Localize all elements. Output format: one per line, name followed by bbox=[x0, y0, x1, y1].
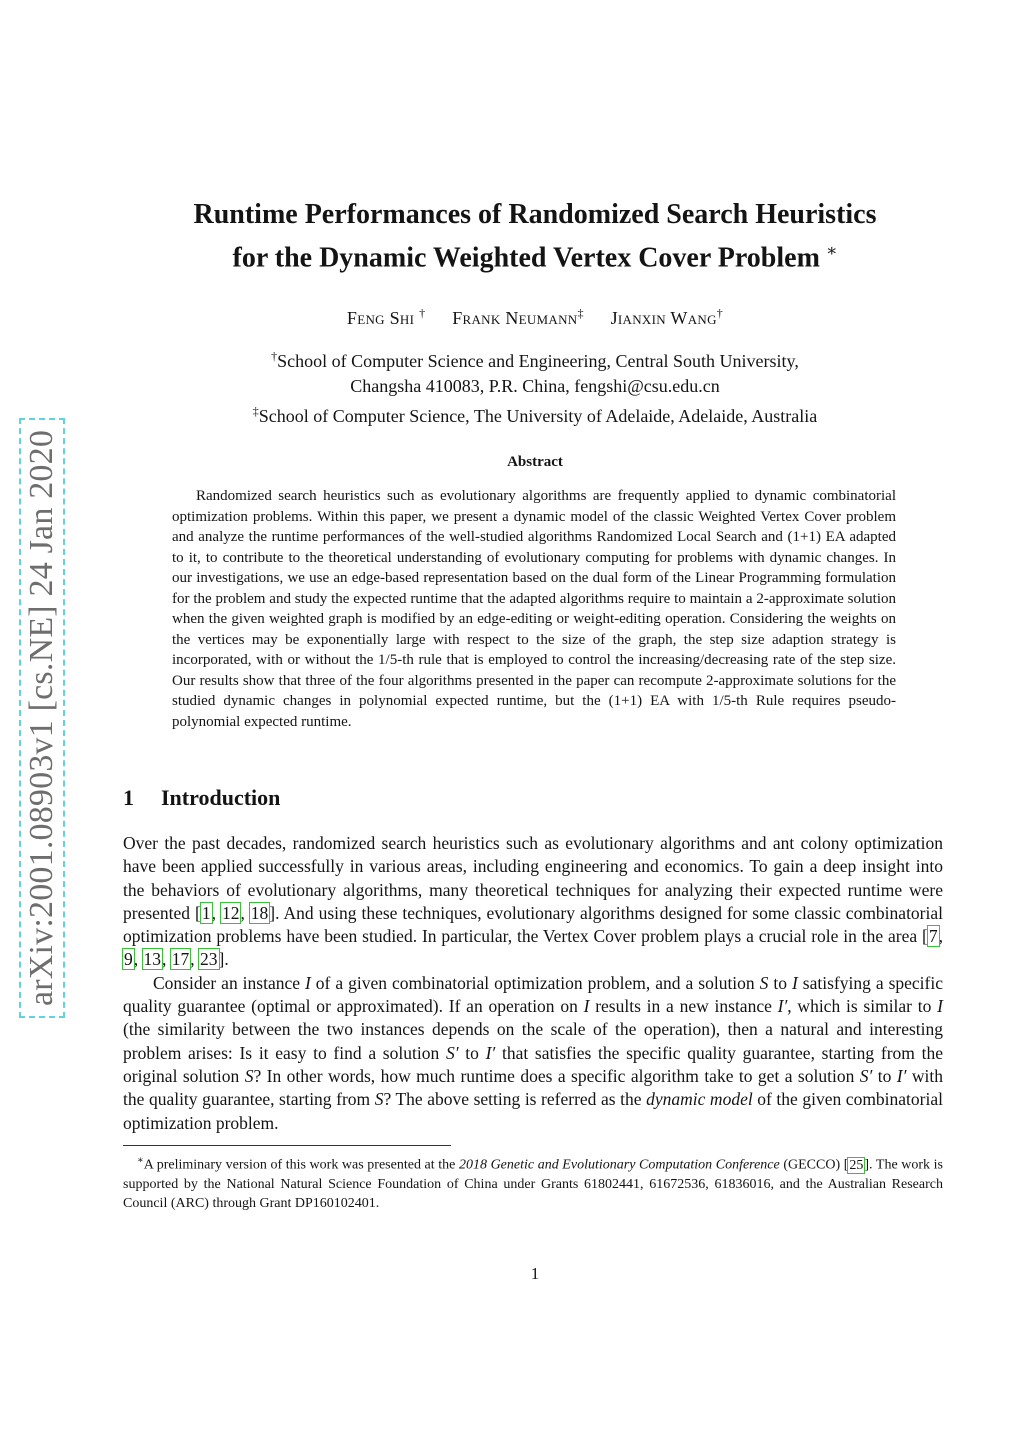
author-list bbox=[120, 306, 950, 329]
arxiv-identifier: arXiv:2001.08903v1 [cs.NE] 24 Jan 2020 bbox=[23, 429, 60, 1007]
citation-link[interactable]: 17 bbox=[171, 949, 190, 970]
citation-link[interactable]: 23 bbox=[200, 949, 218, 970]
footnote-rule bbox=[123, 1145, 451, 1146]
author-3: Jianxin Wang bbox=[610, 308, 717, 328]
footnote: ∗A preliminary version of this work was presented at the 2018 Genetic and Evolutionary Computation Conference (GECCO) [25]. The work is supported by the National Natural Science Foundation of China under Grants 61802441, 61672536, 61836016, and the Australian Research Council (ARC) through Grant DP160102401. bbox=[123, 1155, 943, 1211]
citation-link[interactable]: 12 bbox=[221, 902, 240, 923]
title-line-1: Runtime Performances of Randomized Search Heuristics bbox=[193, 199, 877, 230]
affiliation-1: †School of Computer Science and Engineering, Central South University, bbox=[271, 349, 799, 371]
abstract-heading: Abstract bbox=[507, 454, 563, 470]
citation-link[interactable]: 9 bbox=[124, 949, 133, 970]
page-number: 1 bbox=[530, 1264, 540, 1283]
section-heading bbox=[123, 785, 280, 811]
author-1: Feng Shi bbox=[346, 308, 415, 328]
citation-link[interactable]: 7 bbox=[928, 926, 938, 947]
author-1-mark: † bbox=[419, 306, 426, 320]
introduction-body bbox=[123, 832, 943, 1135]
section-title: Introduction bbox=[161, 785, 281, 810]
section-number: 1 bbox=[123, 785, 134, 810]
abstract-text: Randomized search heuristics such as evolutionary algorithms are frequently applied to dynamic combinatorial optimization problems. Within this paper, we present a dynamic model of the classic Weighted Vertex Cover problem and analyze the runtime performances of the well-studied algorithms Randomized Local Search and (1+1) EA adapted to it, to contribute to the theoretical understanding of evolutionary computing for problems with dynamic changes. In our investigations, we use an edge-based representation based on the dual form of the Linear Programming formulation for the problem and study the expected runtime that the adapted algorithms require to maintain a 2-approximate solution when the given weighted graph is modified by an edge-editing or weight-editing operation. Considering the weights on the vertices may be exponentially large with respect to the size of the graph, the step size adaption strategy is incorporated, with or without the 1/5-th rule that is employed to control the increasing/decreasing rate of the step size. Our results show that three of the four algorithms presented in the paper can recompute 2-approximate solutions for the studied dynamic changes in polynomial expected runtime, but the (1+1) EA with 1/5-th Rule requires pseudo-polynomial expected runtime. bbox=[172, 488, 896, 730]
paragraph: Over the past decades, randomized search heuristics such as evolutionary algorithms and ant colony optimization have been applied successfully in various areas, including engineering and economics. To gain a deep insight into the behaviors of evolutionary algorithms, many theoretical techniques for analyzing their expected runtime were presented [1, 12, 18]. And using these techniques, evolutionary algorithms designed for some classic combinatorial optimization problems have been studied. In particular, the Vertex Cover problem plays a crucial role in the area [7, 9, 13, 17, 23]. bbox=[123, 833, 943, 970]
affiliation-2: ‡School of Computer Science, The University of Adelaide, Adelaide, Australia bbox=[252, 404, 818, 426]
affiliation-1-address: Changsha 410083, P.R. China, fengshi@csu.edu.cn bbox=[350, 376, 720, 396]
citation-link[interactable]: 1 bbox=[201, 902, 211, 923]
paragraph: Consider an instance I of a given combinatorial optimization problem, and a solution S to I satisfying a specific quality guarantee (optimal or approximated). If an operation on I results in a new instance I′, which is similar to I (the similarity between the two instances depends on the scale of the operation), then a natural and interesting problem arises: Is it easy to find a solution S′ to I′ that satisfies the specific quality guarantee, starting from the original solution S? In other words, how much runtime does a specific algorithm take to get a solution S′ to I′ with the quality guarantee, starting from S? The above setting is referred as the dynamic model of the given combinatorial optimization problem. bbox=[123, 972, 944, 1133]
author-2: Frank Neumann bbox=[452, 308, 578, 328]
title-line-2: for the Dynamic Weighted Vertex Cover Problem ∗ bbox=[232, 241, 838, 274]
author-3-mark: † bbox=[716, 306, 724, 320]
citation-link[interactable]: 13 bbox=[143, 949, 161, 970]
citation-link[interactable]: 18 bbox=[250, 902, 269, 923]
arxiv-side-stamp bbox=[19, 418, 65, 1018]
paper-title bbox=[120, 197, 950, 276]
affiliations bbox=[120, 344, 950, 429]
title-footnote-mark: ∗ bbox=[825, 241, 838, 260]
author-2-mark: ‡ bbox=[577, 306, 584, 320]
citation-link[interactable]: 25 bbox=[849, 1157, 864, 1173]
footnote-mark: ∗ bbox=[137, 1155, 144, 1166]
